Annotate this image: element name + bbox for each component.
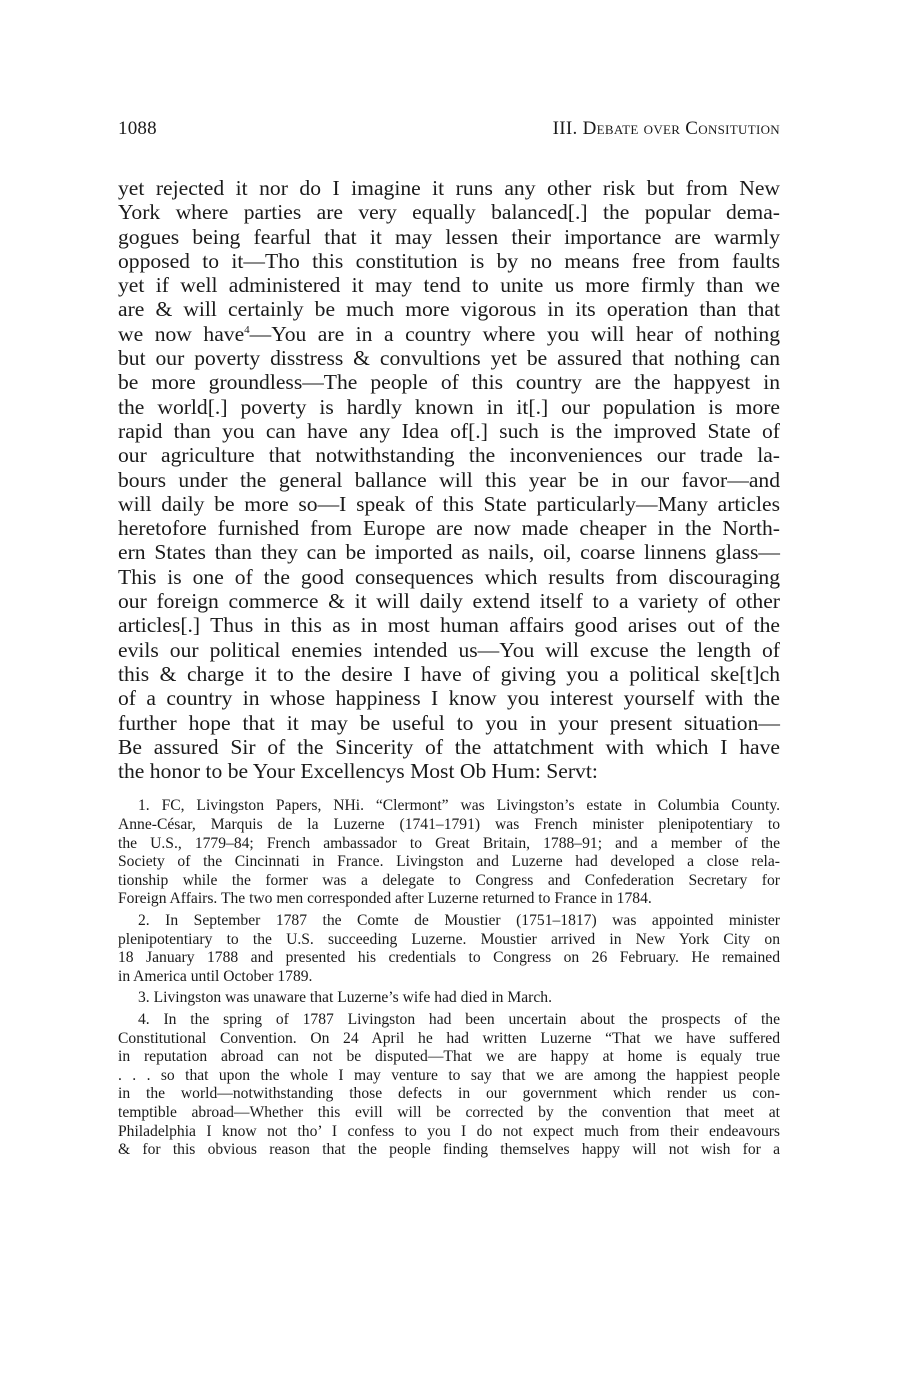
footnote-line: Society of the Cincinnati in France. Livingston and Luzerne had developed a close rela- (118, 853, 780, 871)
page (118, 118, 780, 1163)
footnote-line: 3. Livingston was unaware that Luzerne’s wife had died in March. (138, 989, 552, 1007)
footnote-line: in reputation abroad can not be disputed—That we are happy at home is equaly true (118, 1048, 780, 1066)
body-line: heretofore furnished from Europe are now made cheaper in the North- (118, 516, 780, 541)
body-line: York where parties are very equally balanced[.] the popular dema- (118, 200, 780, 225)
body-line: the honor to be Your Excellencys Most Ob Hum: Servt: (118, 759, 598, 784)
footnote-3 (118, 989, 780, 1008)
footnote-reference: 4 (244, 323, 250, 336)
footnote-line: tionship while the former was a delegate to Congress and Confederation Secretary for (118, 871, 780, 889)
footnote-line: Foreign Affairs. The two men corresponded after Luzerne returned to France in 1784. (118, 890, 652, 908)
body-line: This is one of the good consequences which results from discouraging (118, 564, 780, 589)
body-line: of a country in whose happiness I know you interest yourself with the (118, 686, 780, 711)
body-line: gogues being fearful that it may lessen their importance are warmly (118, 224, 780, 249)
footnote-line: 1. FC, Livingston Papers, NHi. “Clermont” was Livingston’s estate in Columbia County. (138, 797, 780, 815)
footnote-line: in the world—notwithstanding those defects in our government which render us con- (118, 1085, 780, 1103)
footnote-line: Philadelphia I know not tho’ I confess to you I do not expect much from their endeavours (118, 1122, 780, 1140)
running-head (118, 118, 780, 152)
body-line: yet if well administered it may tend to unite us more firmly than we (118, 273, 780, 298)
footnote-line: plenipotentiary to the U.S. succeeding Luzerne. Moustier arrived in New York City on (118, 930, 780, 948)
body-line-start: we now have (118, 321, 245, 346)
body-line: ern States than they can be imported as nails, oil, coarse linnens glass— (118, 540, 780, 565)
footnote-1 (118, 797, 780, 909)
footnote-line: the U.S., 1779–84; French ambassador to Great Britain, 1788–91; and a member of the (118, 834, 780, 852)
body-line: further hope that it may be useful to you in your present situation— (118, 710, 780, 735)
body-line: our agriculture that notwithstanding the inconveniences our trade la- (118, 443, 780, 468)
body-line: rapid than you can have any Idea of[.] such is the improved State of (118, 418, 780, 443)
body-line-with-note-ref (118, 322, 780, 346)
footnote-line: Constitutional Convention. On 24 April he had written Luzerne “That we have suffered (118, 1029, 780, 1047)
footnote-line: 2. In September 1787 the Comte de Moustier (1751–1817) was appointed minister (138, 911, 780, 929)
footnote-line: . . . so that upon the whole I may venture to say that we are among the happiest people (118, 1066, 780, 1084)
body-line: are & will certainly be much more vigorous in its operation than that (118, 297, 780, 322)
body-line: will daily be more so—I speak of this State particularly—Many articles (118, 491, 780, 516)
footnote-2 (118, 912, 780, 986)
footnote-line: & for this obvious reason that the people finding themselves happy will not wish for a (118, 1141, 780, 1159)
footnote-line: 18 January 1788 and presented his credentials to Congress on 26 February. He remained (118, 949, 780, 967)
body-line: bours under the general ballance will this year be in our favor—and (118, 467, 780, 492)
body-line: the world[.] poverty is hardly known in it[.] our population is more (118, 394, 780, 419)
body-line: but our poverty disstress & convultions yet be assured that nothing can (118, 346, 780, 371)
body-line: our foreign commerce & it will daily extend itself to a variety of other (118, 589, 780, 614)
section-title: III. Debate over Consitution (552, 118, 780, 139)
body-line: evils our political enemies intended us—You will excuse the length of (118, 637, 780, 662)
footnote-line: in America until October 1789. (118, 967, 313, 985)
body-line: be more groundless—The people of this country are the happyest in (118, 370, 780, 395)
footnote-4 (118, 1011, 780, 1160)
body-line: opposed to it—Tho this constitution is by no means free from faults (118, 248, 780, 273)
footnotes (118, 797, 780, 1159)
page-number: 1088 (118, 118, 157, 139)
body-line: this & charge it to the desire I have of giving you a political ske[t]ch (118, 661, 780, 686)
letter-body (118, 176, 780, 783)
body-line-end: —You are in a country where you will hear of nothing (249, 321, 780, 346)
footnote-line: Anne-César, Marquis de la Luzerne (1741–1791) was French minister plenipotentiary to (118, 816, 780, 834)
footnote-line: 4. In the spring of 1787 Livingston had been uncertain about the prospects of the (138, 1010, 780, 1028)
body-line: Be assured Sir of the Sincerity of the attatchment with which I have (118, 734, 780, 759)
body-line: articles[.] Thus in this as in most human affairs good arises out of the (118, 613, 780, 638)
body-line: yet rejected it nor do I imagine it runs any other risk but from New (118, 176, 780, 200)
footnote-line: temptible abroad—Whether this evill will be corrected by the convention that meet at (118, 1103, 780, 1121)
